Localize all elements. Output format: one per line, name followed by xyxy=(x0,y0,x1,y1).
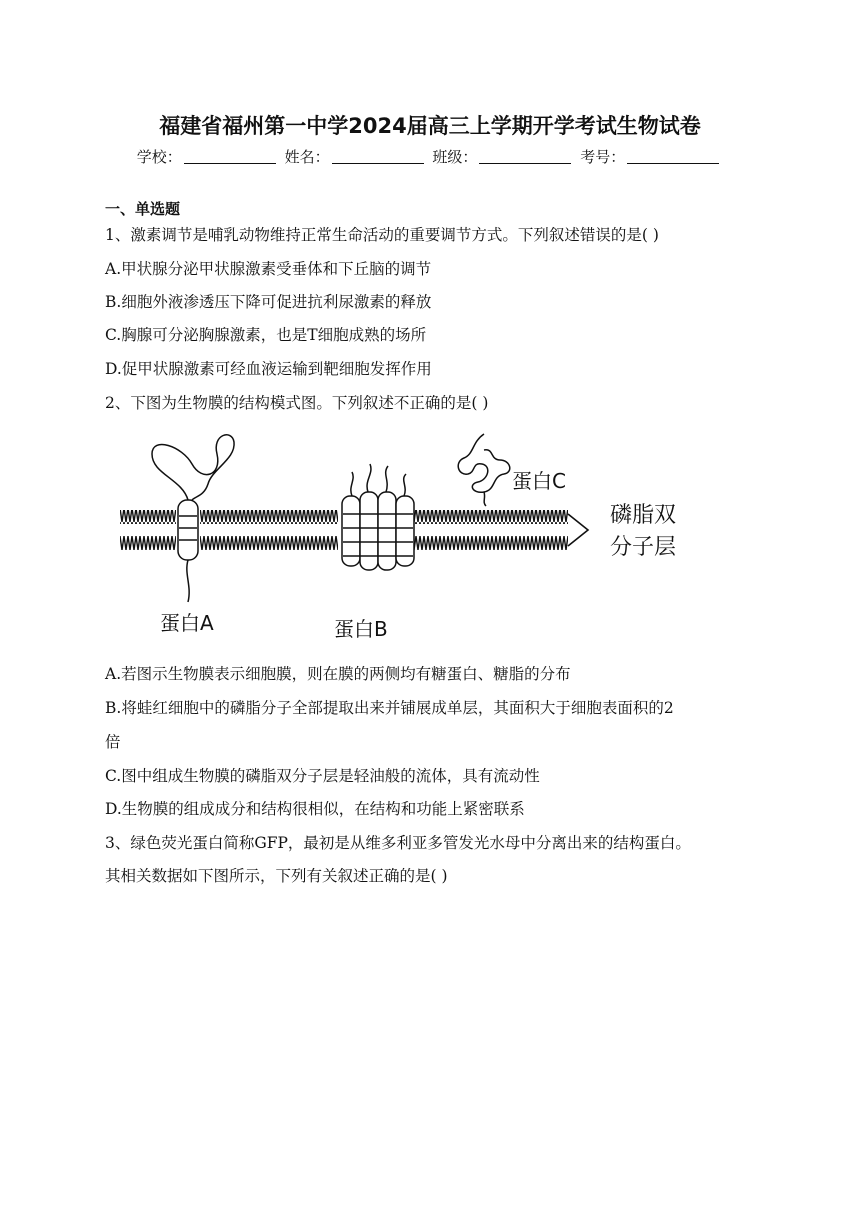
exam-title: 福建省福州第一中学2024届高三上学期开学考试生物试卷 xyxy=(159,114,701,138)
q2-option-c: C.图中组成生物膜的磷脂双分子层是轻油般的流体，具有流动性 xyxy=(105,767,540,785)
q1-stem: 1、激素调节是哺乳动物维持正常生命活动的重要调节方式。下列叙述错误的是( ) xyxy=(105,226,659,244)
label-protein-a: 蛋白A xyxy=(160,611,214,635)
number-blank[interactable] xyxy=(627,149,719,164)
q2-option-d: D.生物膜的组成成分和结构很相似，在结构和功能上紧密联系 xyxy=(105,800,525,818)
label-bilayer-line1: 磷脂双 xyxy=(610,503,677,528)
q1-option-c: C.胸腺可分泌胸腺激素，也是T细胞成熟的场所 xyxy=(105,326,427,344)
bilayer-arrow xyxy=(568,514,588,546)
label-protein-c: 蛋白C xyxy=(512,469,566,493)
q2-option-b: B.将蛙红细胞中的磷脂分子全部提取出来并铺展成单层，其面积大于细胞表面积的2 xyxy=(105,699,674,717)
label-bilayer-line2: 分子层 xyxy=(610,535,677,560)
protein-b-shape xyxy=(342,464,414,570)
q2-option-a: A.若图示生物膜表示细胞膜，则在膜的两侧均有糖蛋白、糖脂的分布 xyxy=(105,665,571,683)
q1-option-b: B.细胞外液渗透压下降可促进抗利尿激素的释放 xyxy=(105,293,432,311)
class-label: 班级： xyxy=(432,148,478,166)
class-blank[interactable] xyxy=(479,149,571,164)
membrane-diagram xyxy=(112,424,712,649)
name-blank[interactable] xyxy=(332,149,424,164)
q3-stem-line2: 其相关数据如下图所示，下列有关叙述正确的是( ) xyxy=(105,867,448,885)
student-info-row xyxy=(0,146,860,167)
q1-option-d: D.促甲状腺激素可经血液运输到靶细胞发挥作用 xyxy=(105,360,432,378)
q1-option-a: A.甲状腺分泌甲状腺激素受垂体和下丘脑的调节 xyxy=(105,260,432,278)
q2-stem: 2、下图为生物膜的结构模式图。下列叙述不正确的是( ) xyxy=(105,394,489,412)
name-label: 姓名： xyxy=(284,148,330,166)
school-blank[interactable] xyxy=(184,149,276,164)
q2-option-b-continued: 倍 xyxy=(105,733,121,751)
label-protein-b: 蛋白B xyxy=(334,617,388,641)
number-label: 考号： xyxy=(580,148,626,166)
section-heading: 一、单选题 xyxy=(105,200,181,218)
school-label: 学校： xyxy=(136,148,182,166)
q3-stem-line1: 3、绿色荧光蛋白简称GFP，最初是从维多利亚多管发光水母中分离出来的结构蛋白。 xyxy=(105,834,691,852)
protein-c-shape xyxy=(458,434,510,506)
